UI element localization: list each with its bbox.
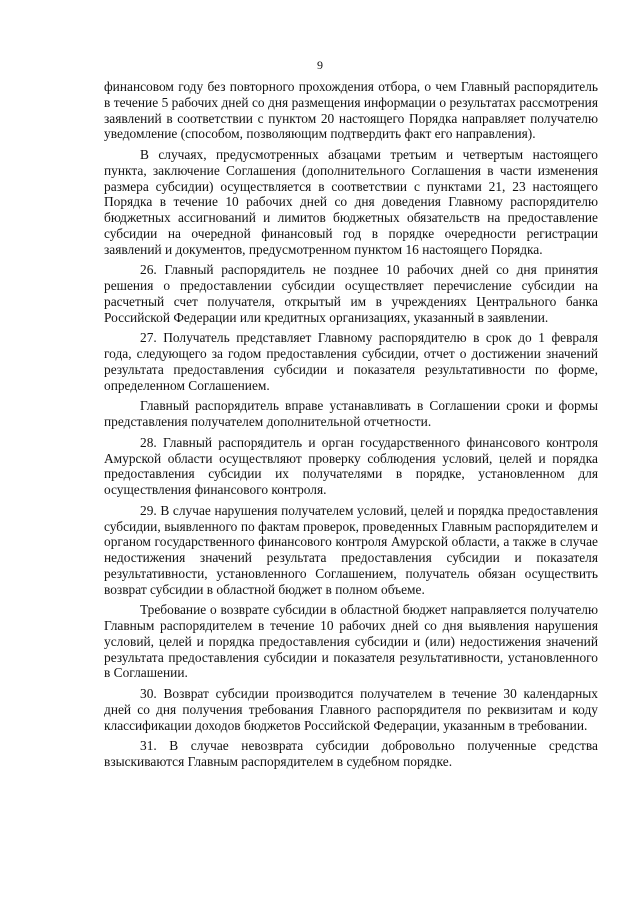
document-body — [104, 79, 598, 770]
paragraph-additional-reporting: Главный распорядитель вправе устанавливать в Соглашении сроки и формы представления получателем дополнительной отчетности. — [104, 398, 598, 429]
page-number: 9 — [317, 58, 323, 72]
paragraph-agreement-timing: В случаях, предусмотренных абзацами третьим и четвертым настоящего пункта, заключение Соглашения (дополнительного Соглашения в части изменения размера субсидии) осуществляется в соответствии с пунктами 21, 23 настоящего Порядка в течение 10 рабочих дней со дня доведения Главному распорядителю бюджетных ассигнований и лимитов бюджетных обязательств на предоставление субсидии на очередной финансовый год в порядке очередности регистрации заявлений и документов, предусмотренном пунктом 16 настоящего Порядка. — [104, 147, 598, 257]
paragraph-item-31: 31. В случае невозврата субсидии добровольно полученные средства взыскиваются Главным распорядителем в судебном порядке. — [104, 738, 598, 769]
paragraph-item-29: 29. В случае нарушения получателем условий, целей и порядка предоставления субсидии, выявленного по фактам проверок, проведенных Главным распорядителем и органом государственного финансового контроля Амурской области, а также в случае недостижения значений результата предоставления субсидии и показателя результативности, установленного Соглашением, получатель обязан осуществить возврат субсидии в областной бюджет в полном объеме. — [104, 502, 598, 597]
paragraph-item-28: 28. Главный распорядитель и орган государственного финансового контроля Амурской области осуществляют проверку соблюдения условий, целей и порядка предоставления субсидии их получателями в порядке, установленном для осуществления финансового контроля. — [104, 434, 598, 497]
paragraph-continuation: финансовом году без повторного прохождения отбора, о чем Главный распорядитель в течение 5 рабочих дней со дня размещения информации о результатах рассмотрения заявлений в соответствии с пунктом 20 настоящего Порядка направляет получателю уведомление (способом, позволяющим подтвердить факт его направления). — [104, 79, 598, 142]
paragraph-item-26: 26. Главный распорядитель не позднее 10 рабочих дней со дня принятия решения о предоставлении субсидии осуществляет перечисление субсидии на расчетный счет получателя, открытый им в учреждениях Центрального банка Российской Федерации или кредитных организациях, указанный в заявлении. — [104, 262, 598, 325]
paragraph-item-30: 30. Возврат субсидии производится получателем в течение 30 календарных дней со дня получения требования Главного распорядителя по реквизитам и коду классификации доходов бюджетов Российской Федерации, указанным в требовании. — [104, 686, 598, 733]
paragraph-item-27: 27. Получатель представляет Главному распорядителю в срок до 1 февраля года, следующего за годом предоставления субсидии, отчет о достижении значений результата предоставления субсидии и показателя результативности по форме, определенном Соглашением. — [104, 330, 598, 393]
paragraph-return-demand: Требование о возврате субсидии в областной бюджет направляется получателю Главным распорядителем в течение 10 рабочих дней со дня выявления нарушения условий, целей и порядка предоставления субсидии и (или) недостижения значений результата предоставления субсидии и показателя результативности, установленного в Соглашении. — [104, 602, 598, 681]
